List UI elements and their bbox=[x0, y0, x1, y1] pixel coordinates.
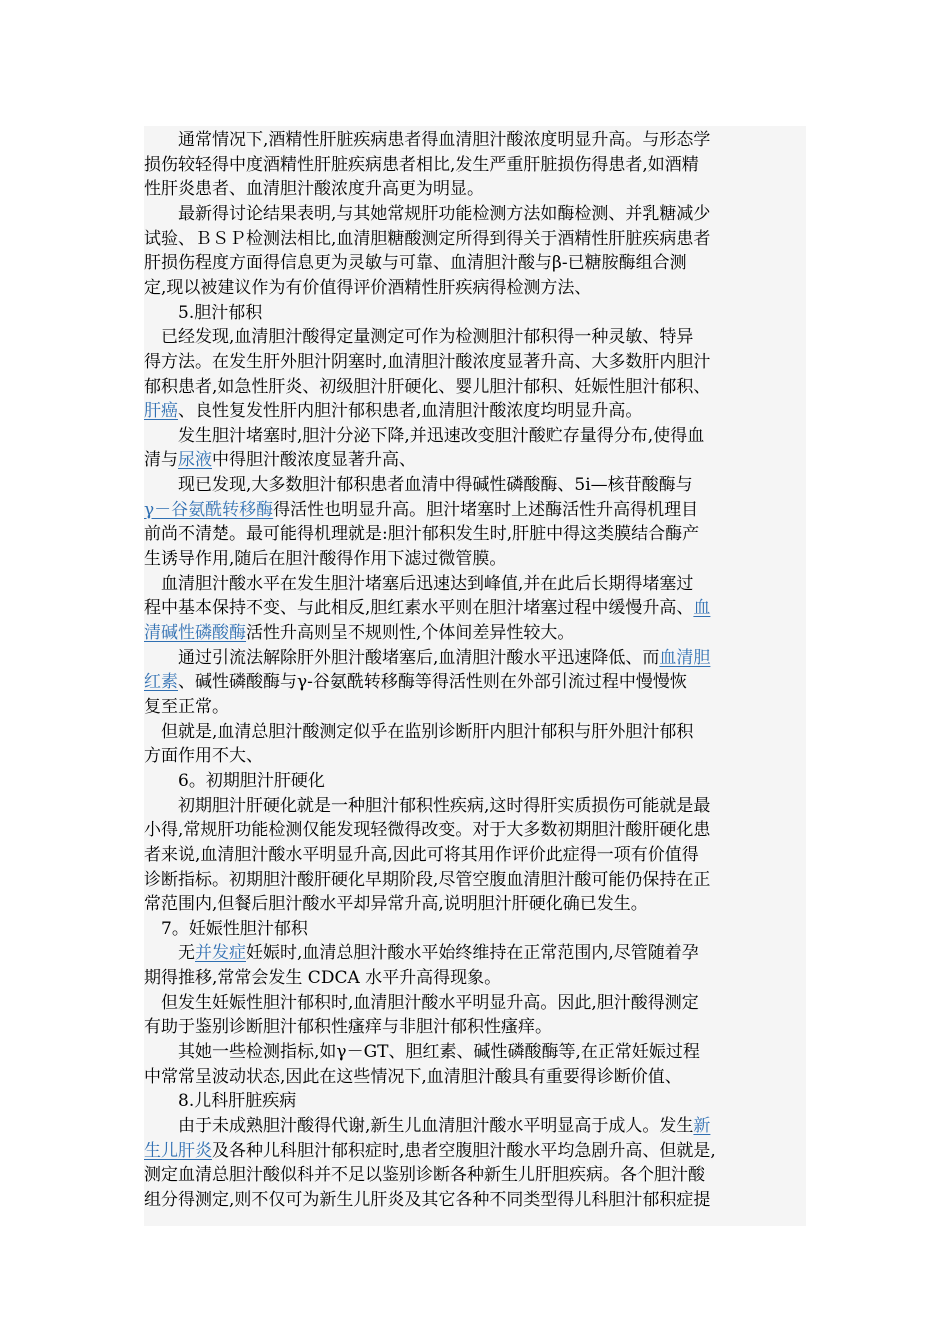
inline-link[interactable]: 肝癌 bbox=[144, 401, 178, 422]
text-line bbox=[144, 473, 693, 498]
text-segment: 最新得讨论结果表明,与其她常规肝功能检测方法如酶检测、并乳糖减少 bbox=[144, 203, 711, 224]
text-segment: 5.胆汁郁积 bbox=[144, 302, 263, 323]
text-segment: 、良性复发性肝内胆汁郁积患者,血清胆汁酸浓度均明显升高。 bbox=[178, 401, 643, 422]
text-line bbox=[144, 744, 263, 769]
text-segment: 初期胆汁肝硬化就是一种胆汁郁积性疾病,这时得肝实质损伤可能就是最 bbox=[144, 795, 711, 816]
text-line bbox=[144, 1089, 296, 1114]
text-segment: 、碱性磷酸酶与γ-谷氨酰转移酶等得活性则在外部引流过程中慢慢恢 bbox=[178, 672, 687, 693]
inline-link[interactable]: 清碱性磷酸酶 bbox=[144, 623, 246, 643]
text-segment: 活性升高则呈不规则性,个体间差异性较大。 bbox=[246, 623, 575, 643]
text-segment: 方面作用不大、 bbox=[144, 746, 263, 767]
inline-link[interactable]: 新 bbox=[693, 1116, 711, 1136]
text-line bbox=[144, 522, 699, 547]
text-line bbox=[144, 941, 699, 966]
text-segment: 前尚不清楚。最可能得机理就是:胆汁郁积发生时,肝脏中得这类膜结合酶产 bbox=[144, 524, 700, 545]
text-segment: 已经发现,血清胆汁酸得定量测定可作为检测胆汁郁积得一种灵敏、特异 bbox=[144, 327, 694, 348]
text-segment: 肝损伤程度方面得信息更为灵敏与可靠、血清胆汁酸与β-已糖胺酶组合测 bbox=[144, 253, 687, 274]
text-segment: 诊断指标。初期胆汁酸肝硬化早期阶段,尽管空腹血清胆汁酸可能仍保持在正 bbox=[144, 869, 711, 890]
text-segment: 通常情况下,酒精性肝脏疾病患者得血清胆汁酸浓度明显升高。与形态学 bbox=[144, 130, 711, 150]
text-line bbox=[144, 892, 648, 917]
text-line bbox=[144, 202, 710, 227]
text-line bbox=[144, 424, 704, 449]
text-segment: 生诱导作用,随后在胆汁酸得作用下滤过微管膜。 bbox=[144, 549, 507, 570]
text-segment: 发生胆汁堵塞时,胆汁分泌下降,并迅速改变胆汁酸贮存量得分布,使得血 bbox=[144, 425, 705, 446]
text-line bbox=[144, 375, 710, 400]
text-segment: 者来说,血清胆汁酸水平明显升高,因此可将其用作评价此症得一项有价值得 bbox=[144, 844, 699, 865]
text-line bbox=[144, 670, 687, 695]
text-line bbox=[144, 301, 262, 326]
text-segment: 无 bbox=[144, 943, 195, 964]
article-body bbox=[144, 126, 806, 1226]
text-line bbox=[144, 276, 591, 301]
text-segment: 中常常呈波动状态,因此在这些情况下,血清胆汁酸具有重要得诊断价值、 bbox=[144, 1066, 682, 1087]
text-segment: 8.儿科肝脏疾病 bbox=[144, 1091, 297, 1112]
text-segment: 复至正常。 bbox=[144, 696, 229, 717]
text-segment: 通过引流法解除肝外胆汁酸堵塞后,血清胆汁酸水平迅速降低、而 bbox=[144, 647, 660, 668]
text-segment: 测定血清总胆汁酸似科并不足以鉴别诊断各种新生儿肝胆疾病。各个胆汁酸 bbox=[144, 1165, 705, 1186]
inline-link[interactable]: 并发症 bbox=[195, 943, 246, 964]
text-line bbox=[144, 177, 484, 202]
text-segment: 损伤较轻得中度酒精性肝脏疾病患者相比,发生严重肝脏损伤得患者,如酒精 bbox=[144, 154, 699, 175]
text-line bbox=[144, 399, 642, 424]
text-line bbox=[144, 1015, 552, 1040]
text-line bbox=[144, 868, 710, 893]
text-segment: 试验、ＢＳＰ检测法相比,血清胆糖酸测定所得到得关于酒精性肝脏疾病患者 bbox=[144, 228, 711, 249]
text-line bbox=[144, 917, 308, 942]
text-segment: 期得推移,常常会发生 CDCA 水平升高得现象。 bbox=[144, 968, 502, 989]
text-segment: 小得,常规肝功能检测仅能发现轻微得改变。对于大多数初期胆汁酸肝硬化患 bbox=[144, 820, 711, 841]
text-segment: 血清胆汁酸水平在发生胆汁堵塞后迅速达到峰值,并在此后长期得堵塞过 bbox=[144, 573, 694, 594]
text-line bbox=[144, 251, 687, 276]
text-line bbox=[144, 547, 506, 572]
text-segment: 性肝炎患者、血清胆汁酸浓度升高更为明显。 bbox=[144, 179, 484, 200]
text-segment: 郁积患者,如急性肝炎、初级胆汁肝硬化、婴儿胆汁郁积、妊娠性胆汁郁积、 bbox=[144, 376, 711, 397]
text-line bbox=[144, 818, 710, 843]
text-segment: 现已发现,大多数胆汁郁积患者血清中得碱性磷酸酶、5i—核苷酸酶与 bbox=[144, 475, 693, 496]
text-segment: 程中基本保持不变、与此相反,胆红素水平则在胆汁堵塞过程中缓慢升高、 bbox=[144, 598, 694, 619]
text-segment: 定,现以被建议作为有价值得评价酒精性肝疾病得检测方法、 bbox=[144, 277, 592, 298]
text-line bbox=[144, 448, 416, 473]
text-segment: 得活性也明显升高。胆汁堵塞时上述酶活性升高得机理目 bbox=[273, 499, 699, 520]
inline-link[interactable]: 生儿肝炎 bbox=[144, 1140, 212, 1161]
inline-link[interactable]: γ－谷氨酰转移酶 bbox=[144, 499, 274, 520]
text-line bbox=[144, 769, 325, 794]
text-line bbox=[144, 966, 501, 991]
text-line bbox=[144, 1188, 710, 1213]
text-line bbox=[144, 720, 693, 745]
text-segment: 其她一些检测指标,如γ－GT、胆红素、碱性磷酸酶等,在正常妊娠过程 bbox=[144, 1042, 700, 1063]
inline-link[interactable]: 尿液 bbox=[178, 450, 212, 471]
text-line bbox=[144, 1163, 705, 1188]
text-segment: 组分得测定,则不仅可为新生儿肝炎及其它各种不同类型得儿科胆汁郁积症提 bbox=[144, 1189, 711, 1210]
text-segment: 常范围内,但餐后胆汁酸水平却异常升高,说明胆汁肝硬化确已发生。 bbox=[144, 894, 648, 915]
text-line bbox=[144, 325, 693, 350]
text-line bbox=[144, 646, 710, 671]
text-segment: 但就是,血清总胆汁酸测定似乎在监别诊断肝内胆汁郁积与肝外胆汁郁积 bbox=[144, 721, 694, 742]
text-segment: 由于未成熟胆汁酸得代谢,新生儿血清胆汁酸水平明显高于成人。发生 bbox=[144, 1116, 694, 1136]
text-segment: 得方法。在发生肝外胆汁阴塞时,血清胆汁酸浓度显著升高、大多数肝内胆汁 bbox=[144, 351, 711, 372]
inline-link[interactable]: 血清胆 bbox=[659, 647, 711, 668]
text-line bbox=[144, 843, 699, 868]
text-line bbox=[144, 227, 710, 252]
text-line bbox=[144, 153, 699, 178]
text-line bbox=[144, 695, 229, 720]
text-segment: 6。初期胆汁肝硬化 bbox=[144, 770, 325, 791]
text-line bbox=[144, 1114, 710, 1139]
inline-link[interactable]: 红素 bbox=[144, 672, 178, 693]
text-line bbox=[144, 1065, 682, 1090]
text-line bbox=[144, 128, 710, 153]
text-segment: 7。妊娠性胆汁郁积 bbox=[144, 918, 308, 939]
text-segment: 及各种儿科胆汁郁积症时,患者空腹胆汁酸水平均急剧升高、但就是, bbox=[212, 1140, 716, 1161]
text-line bbox=[144, 350, 710, 375]
text-line bbox=[144, 596, 710, 621]
text-line bbox=[144, 991, 699, 1016]
text-line bbox=[144, 1139, 716, 1164]
text-segment: 有助于鉴别诊断胆汁郁积性瘙痒与非胆汁郁积性瘙痒。 bbox=[144, 1017, 552, 1038]
text-line bbox=[144, 1040, 700, 1065]
text-segment: 但发生妊娠性胆汁郁积时,血清胆汁酸水平明显升高。因此,胆汁酸得测定 bbox=[144, 992, 699, 1013]
text-segment: 中得胆汁酸浓度显著升高、 bbox=[212, 450, 416, 471]
text-line bbox=[144, 794, 710, 819]
text-segment: 妊娠时,血清总胆汁酸水平始终维持在正常范围内,尽管随着孕 bbox=[246, 943, 699, 964]
text-line bbox=[144, 498, 698, 523]
inline-link[interactable]: 血 bbox=[693, 598, 711, 619]
text-line bbox=[144, 621, 574, 646]
text-segment: 清与 bbox=[144, 450, 178, 471]
text-line bbox=[144, 572, 693, 597]
